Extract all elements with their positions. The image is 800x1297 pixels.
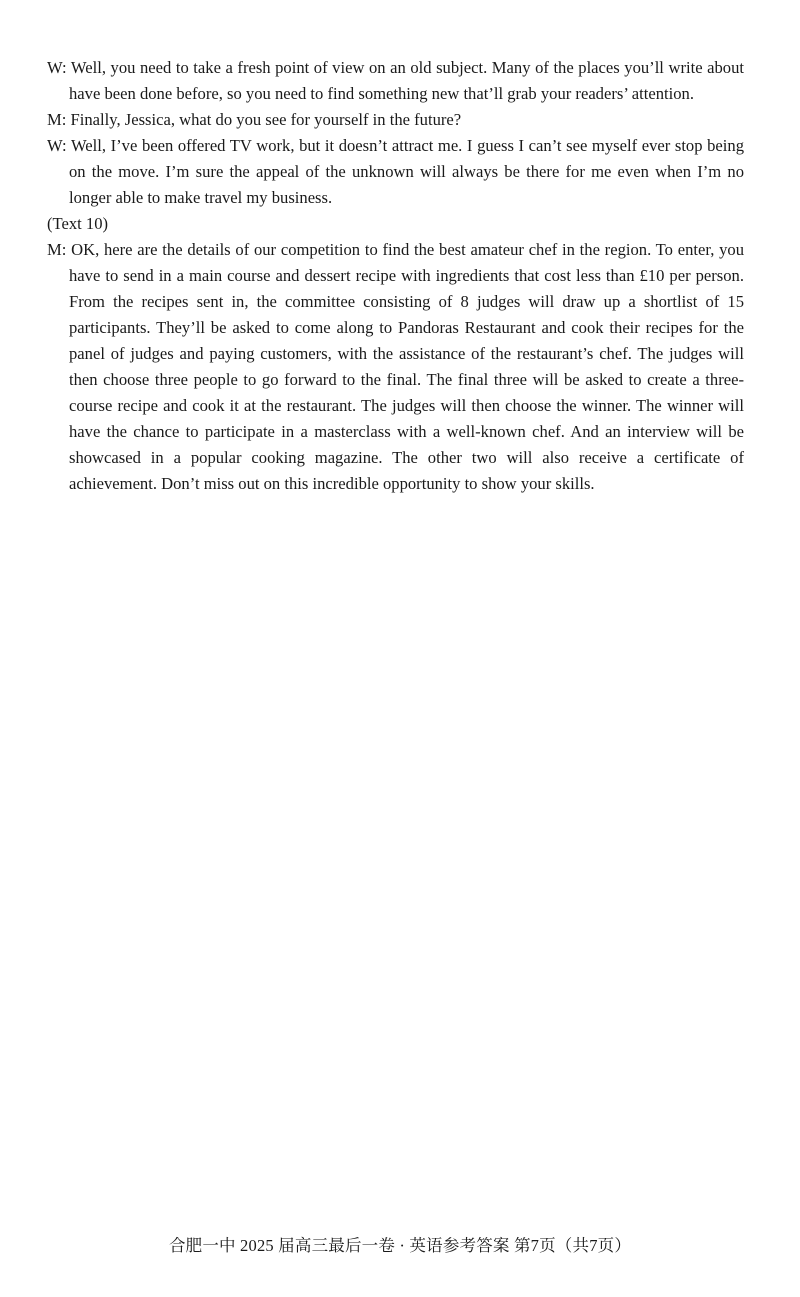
dialogue-line-w-tv-work: W: Well, I’ve been offered TV work, but it doesn’t attract me. I guess I can’t see myself ever stop being on the move. I’m sure the appeal of the unknown will always be there for me even when I’m no longer able to make travel my business.: [47, 136, 744, 207]
dialogue-line-m-future: M: Finally, Jessica, what do you see for yourself in the future?: [47, 110, 462, 129]
dialogue-line-w-fresh-view: W: Well, you need to take a fresh point of view on an old subject. Many of the places you’ll write about have been done before, so you need to find something new that’ll grab your readers’ attention.: [47, 58, 744, 103]
document-body: [47, 55, 744, 497]
page-footer: 合肥一中 2025 届高三最后一卷 · 英语参考答案 第7页（共7页）: [168, 1236, 632, 1255]
dialogue-line-m-competition: M: OK, here are the details of our competition to find the best amateur chef in the region. To enter, you have to send in a main course and dessert recipe with ingredients that cost less than £10 per person. From the recipes sent in, the committee consisting of 8 judges will draw up a shortlist of 15 participants. They’ll be asked to come along to Pandoras Restaurant and cook their recipes for the panel of judges and paying customers, with the assistance of the restaurant’s chef. The judges will then choose three people to go forward to the final. The final three will be asked to create a three-course recipe and cook it at the restaurant. The judges will then choose the winner. The winner will have the chance to participate in a masterclass with a well-known chef. And an interview will be showcased in a popular cooking magazine. The other two will also receive a certificate of achievement. Don’t miss out on this incredible opportunity to show your skills.: [47, 240, 744, 493]
section-label-text-10: (Text 10): [47, 214, 109, 233]
